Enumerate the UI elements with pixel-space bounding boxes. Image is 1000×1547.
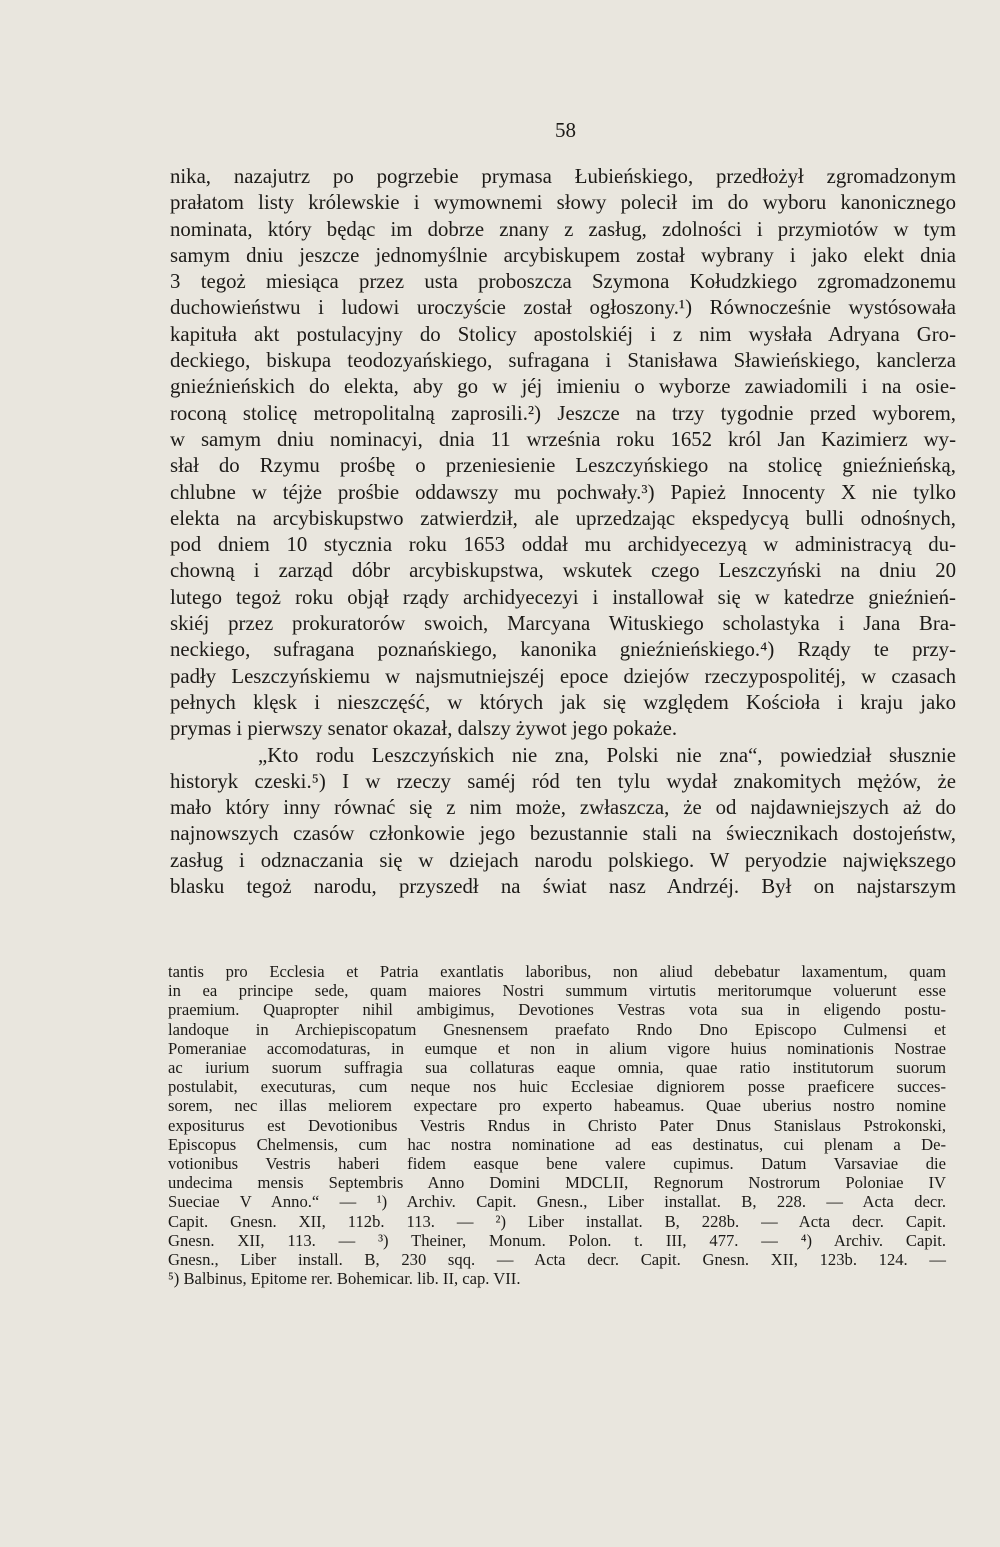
footnote-line: tantis pro Ecclesia et Patria exantlatis laboribus, non aliud debebatur laxamentum, quam bbox=[168, 962, 946, 981]
text-line: mało który inny równać się z nim może, zwłaszcza, że od najdawniejszych aż do bbox=[170, 796, 956, 820]
text-line: roconą stolicę metropolitalną zaprosili.²) Jeszcze na trzy tygodnie przed wyborem, bbox=[170, 401, 956, 425]
text-line: najnowszych czasów członkowie jego bezustannie stali na świecznikach dostojeństw, bbox=[170, 822, 956, 846]
footnote-line: Capit. Gnesn. XII, 112b. 113. — ²) Liber installat. B, 228b. — Acta decr. Capit. bbox=[168, 1211, 946, 1231]
text-line: prałatom listy królewskie i wymownemi słowy polecił im do wyboru kanonicznego bbox=[170, 191, 956, 215]
footnote-line: sorem, nec illas meliorem expectare pro experto habeamus. Quae uberius nostro nomine bbox=[168, 1096, 946, 1116]
text-line: samym dniu jeszcze jednomyślnie arcybiskupem został wybrany i jako elekt dnia bbox=[170, 243, 956, 267]
text-line: skiéj przez prokuratorów swoich, Marcyana Wituskiego scholastyka i Jana Bra- bbox=[170, 612, 956, 636]
text-line: pod dniem 10 stycznia roku 1653 oddał mu archidyecezyą w administracyą du- bbox=[170, 533, 956, 557]
text-line: prymas i pierwszy senator okazał, dalszy żywot jego pokaże. bbox=[170, 717, 678, 741]
text-line: kapituła akt postulacyjny do Stolicy apostolskiéj i z nim wysłała Adryana Gro- bbox=[170, 322, 956, 346]
text-line: 3 tegoż miesiąca przez usta proboszcza Szymona Kołudzkiego zgromadzonemu bbox=[170, 270, 956, 294]
text-line: duchowieństwu i ludowi uroczyście został ogłoszony.¹) Równocześnie wystósowała bbox=[170, 296, 956, 320]
footnote-line: Gnesn. XII, 113. — ³) Theiner, Monum. Polon. t. III, 477. — ⁴) Archiv. Capit. bbox=[168, 1230, 946, 1250]
text-line: nika, nazajutrz po pogrzebie prymasa Łubieńskiego, przedłożył zgromadzonym bbox=[170, 165, 956, 188]
text-line: pełnych klęsk i nieszczęść, w których jak się względem Kościoła i kraju jako bbox=[170, 690, 956, 714]
footnote-line: ⁵) Balbinus, Epitome rer. Bohemicar. lib. II, cap. VII. bbox=[168, 1269, 521, 1289]
footnote-line: Pomeraniae accomodaturas, in eumque et non in alium vigore huius nominationis Nostrae bbox=[168, 1038, 946, 1058]
footnote-line: postulabit, executuras, cum neque nos huic Ecclesiae digniorem posse praeficere succes- bbox=[168, 1077, 946, 1097]
main-text-block bbox=[170, 164, 956, 900]
footnote-line: ac iurium suorum suffragia sua collaturas eaque omnia, quae ratio institutorum suorum bbox=[168, 1058, 946, 1078]
footnote-line: in ea principe sede, quam maiores Nostri summum virtutis meritorumque voluerunt esse bbox=[168, 981, 946, 1001]
text-line: gnieźnieńskich do elekta, aby go w jéj imieniu o wyborze zawiadomili i na osie- bbox=[170, 375, 956, 399]
text-line: elekta na arcybiskupstwo zatwierdził, ale uprzedzając ekspedycyą bulli odnośnych, bbox=[170, 506, 956, 530]
text-line: „Kto rodu Leszczyńskich nie zna, Polski nie zna“, powiedział słusznie bbox=[258, 743, 956, 767]
footnote-line: expositurus est Devotionibus Vestris Rndus in Christo Pater Dnus Stanislaus Pstrokonski, bbox=[168, 1115, 946, 1135]
footnote-line: Gnesn., Liber install. B, 230 sqq. — Acta decr. Capit. Gnesn. XII, 123b. 124. — bbox=[168, 1250, 946, 1270]
text-line: w samym dniu nominacyi, dnia 11 września roku 1652 król Jan Kazimierz wy- bbox=[170, 427, 956, 451]
footnote-line: landoque in Archiepiscopatum Gnesnensem praefato Rndo Dno Episcopo Culmensi et bbox=[168, 1019, 946, 1039]
footnote-line: votionibus Vestris haberi fidem easque bene valere cupimus. Datum Varsaviae die bbox=[168, 1154, 946, 1174]
footnotes-block bbox=[168, 962, 946, 1288]
text-line: lutego tegoż roku objął rządy archidyecezyi i installował się w katedrze gnieźnień- bbox=[170, 585, 956, 609]
text-line: blasku tegoż narodu, przyszedł na świat nasz Andrzéj. Był on najstarszym bbox=[170, 875, 956, 899]
text-line: padły Leszczyńskiemu w najsmutniejszéj epoce dziejów rzeczypospolitéj, w czasach bbox=[170, 664, 956, 688]
text-line: neckiego, sufragana poznańskiego, kanonika gnieźnieńskiego.⁴) Rządy te przy- bbox=[170, 638, 956, 662]
text-line: słał do Rzymu prośbę o przeniesienie Leszczyńskiego na stolicę gnieźnieńską, bbox=[170, 454, 956, 478]
page-number: 58 bbox=[555, 118, 576, 142]
footnote-line: Sueciae V Anno.“ — ¹) Archiv. Capit. Gnesn., Liber installat. B, 228. — Acta decr. bbox=[168, 1192, 946, 1212]
text-line: chowną i zarząd dóbr arcybiskupstwa, wskutek czego Leszczyński na dniu 20 bbox=[170, 559, 956, 583]
text-line: chlubne w téjże prośbie oddawszy mu pochwały.³) Papież Innocenty X nie tylko bbox=[170, 480, 956, 504]
footnote-line: Episcopus Chelmensis, cum hac nostra nominatione ad eas destinatus, cui plenam a De- bbox=[168, 1134, 946, 1154]
text-line: historyk czeski.⁵) I w rzeczy saméj ród ten tylu wydał znakomitych mężów, że bbox=[170, 769, 956, 793]
text-line: deckiego, biskupa teodozyańskiego, sufragana i Stanisława Sławieńskiego, kanclerza bbox=[170, 349, 956, 373]
footnote-line: undecima mensis Septembris Anno Domini MDCLII, Regnorum Nostrorum Poloniae IV bbox=[168, 1173, 946, 1193]
text-line: zasług i odznaczania się w dziejach narodu polskiego. W peryodzie największego bbox=[170, 848, 956, 872]
text-line: nominata, który będąc im dobrze znany z zasług, zdolności i przymiotów w tym bbox=[170, 217, 956, 241]
footnote-line: praemium. Quapropter nihil ambigimus, Devotiones Vestras vota sua in eligendo postu- bbox=[168, 1000, 946, 1020]
